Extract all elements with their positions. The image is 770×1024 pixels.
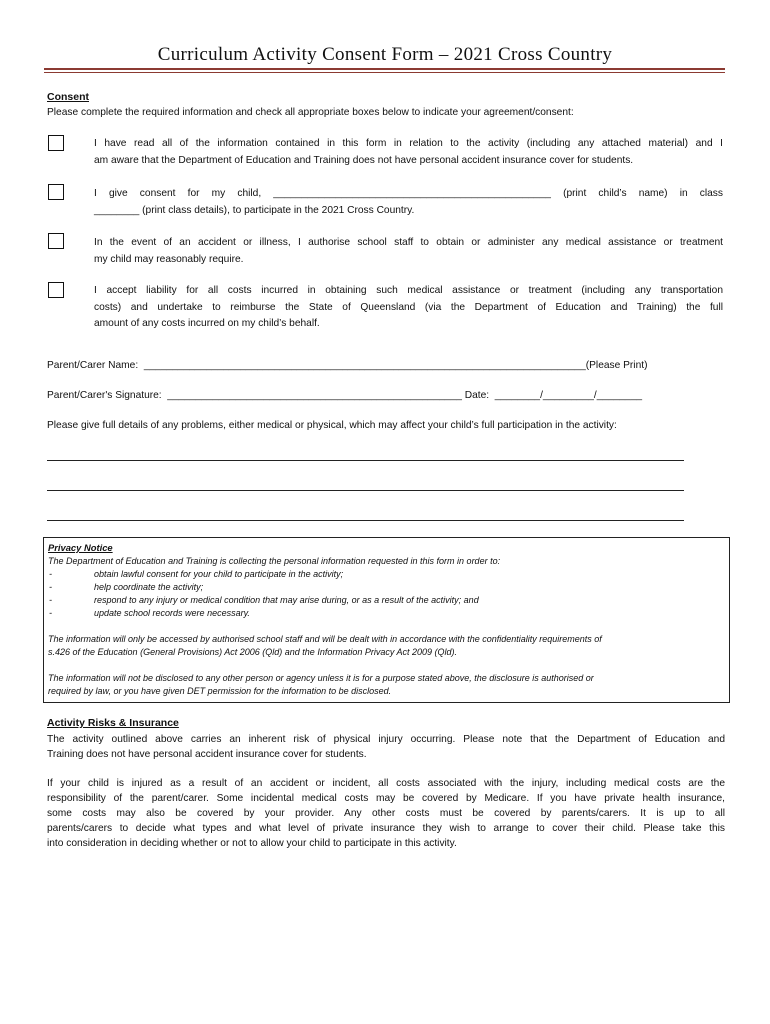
consent-item-line: ________ (print class details), to participate in the 2021 Cross Country.	[94, 204, 415, 216]
risks-paragraph-costs	[47, 776, 725, 851]
consent-checkbox-medical-assistance[interactable]	[48, 233, 64, 249]
consent-item-line: costs) and undertake to reimburse the State of Queensland (via the Department of Education and Training) the full	[94, 301, 723, 313]
consent-checkbox-read-info[interactable]	[48, 135, 64, 151]
risks-heading: Activity Risks & Insurance	[47, 717, 179, 729]
consent-item-medical-assistance	[94, 235, 723, 268]
parent-name-field[interactable]: Parent/Carer Name: ______________________________________________________________________________(Please Print)	[47, 360, 648, 371]
bullet-marker: -	[49, 595, 52, 605]
form-title: Curriculum Activity Consent Form – 2021 Cross Country	[157, 44, 613, 65]
problems-answer-line-2[interactable]	[47, 490, 684, 491]
privacy-line: The information will only be accessed by authorised school staff and will be dealt with in accordance with the confidentiality requirements of	[48, 634, 602, 644]
risks-line: into consideration in deciding whether or not to allow your child to participate in this activity.	[47, 838, 457, 849]
privacy-line: required by law, or you have given DET permission for the information to be disclosed.	[48, 686, 392, 696]
privacy-paragraph-access	[48, 633, 723, 659]
privacy-line: The information will not be disclosed to any other person or agency unless it is for a purpose stated above, the disclosure is authorised or	[48, 673, 594, 683]
risks-line: responsibility of the parent/carer. Some incidental medical costs may be covered by Medicare. If you have private health insurance,	[47, 793, 725, 804]
consent-item-line: I accept liability for all costs incurred in obtaining such medical assistance or treatment (including any transportation	[94, 285, 723, 296]
privacy-heading: Privacy Notice	[48, 542, 113, 553]
privacy-paragraph-disclosure	[48, 672, 723, 698]
consent-heading: Consent	[47, 91, 89, 103]
privacy-notice-box	[43, 537, 730, 703]
parent-signature-field[interactable]: Parent/Carer's Signature: ____________________________________________________ Date: ________/_________/________	[47, 390, 643, 401]
risks-line: some costs may also be covered by your provider. Any other costs must be covered by parents/carers. It is up to all	[47, 808, 725, 819]
consent-intro: Please complete the required information and check all appropriate boxes below to indicate your agreement/consent:	[47, 107, 574, 118]
privacy-intro: The Department of Education and Training is collecting the personal information requested in this form in order to:	[48, 556, 501, 566]
problems-answer-line-1[interactable]	[47, 460, 684, 461]
bullet-marker: -	[49, 582, 52, 592]
consent-item-line: my child may reasonably require.	[94, 253, 244, 265]
privacy-bullet: respond to any injury or medical condition that may arise during, or as a result of the activity; and	[94, 595, 479, 605]
title-divider	[44, 68, 725, 70]
risks-paragraph-inherent	[47, 732, 725, 762]
consent-item-line: I have read all of the information contained in this form in relation to the activity (including any attached material) and I	[94, 138, 723, 149]
privacy-bullet: obtain lawful consent for your child to participate in the activity;	[94, 569, 344, 579]
risks-line: The activity outlined above carries an inherent risk of physical injury occurring. Please note that the Department of Education and	[47, 734, 725, 745]
privacy-line: s.426 of the Education (General Provisions) Act 2006 (Qld) and the Information Privacy Act 2009 (Qld).	[48, 647, 458, 657]
bullet-marker: -	[49, 608, 52, 618]
privacy-bullet: help coordinate the activity;	[94, 582, 204, 592]
problems-prompt: Please give full details of any problems, either medical or physical, which may affect your child’s full participation in the activity:	[47, 420, 617, 431]
consent-item-line: In the event of an accident or illness, I authorise school staff to obtain or administer any medical assistance or treatment	[94, 237, 723, 248]
consent-item-line: am aware that the Department of Education and Training does not have personal accident insurance cover for students.	[94, 154, 634, 166]
consent-item-give-consent	[94, 186, 723, 219]
consent-item-read-info	[94, 136, 723, 169]
risks-line: parents/carers to decide what types and what level of private insurance they wish to arrange to cover their child. Please take this	[47, 823, 725, 834]
title-divider-thin	[44, 72, 725, 73]
privacy-bullet: update school records were necessary.	[94, 608, 250, 618]
consent-checkbox-give-consent[interactable]	[48, 184, 64, 200]
bullet-marker: -	[49, 569, 52, 579]
consent-item-line: I give consent for my child, _________________________________________________ (print child’s name) in class	[94, 188, 723, 199]
consent-item-accept-liability	[94, 283, 723, 333]
risks-line: If your child is injured as a result of an accident or incident, all costs associated with the injury, including medical costs are the	[47, 778, 725, 789]
consent-item-line: amount of any costs incurred on my child’s behalf.	[94, 318, 320, 329]
consent-checkbox-accept-liability[interactable]	[48, 282, 64, 298]
problems-answer-line-3[interactable]	[47, 520, 684, 521]
risks-line: Training does not have personal accident insurance cover for students.	[47, 749, 367, 760]
